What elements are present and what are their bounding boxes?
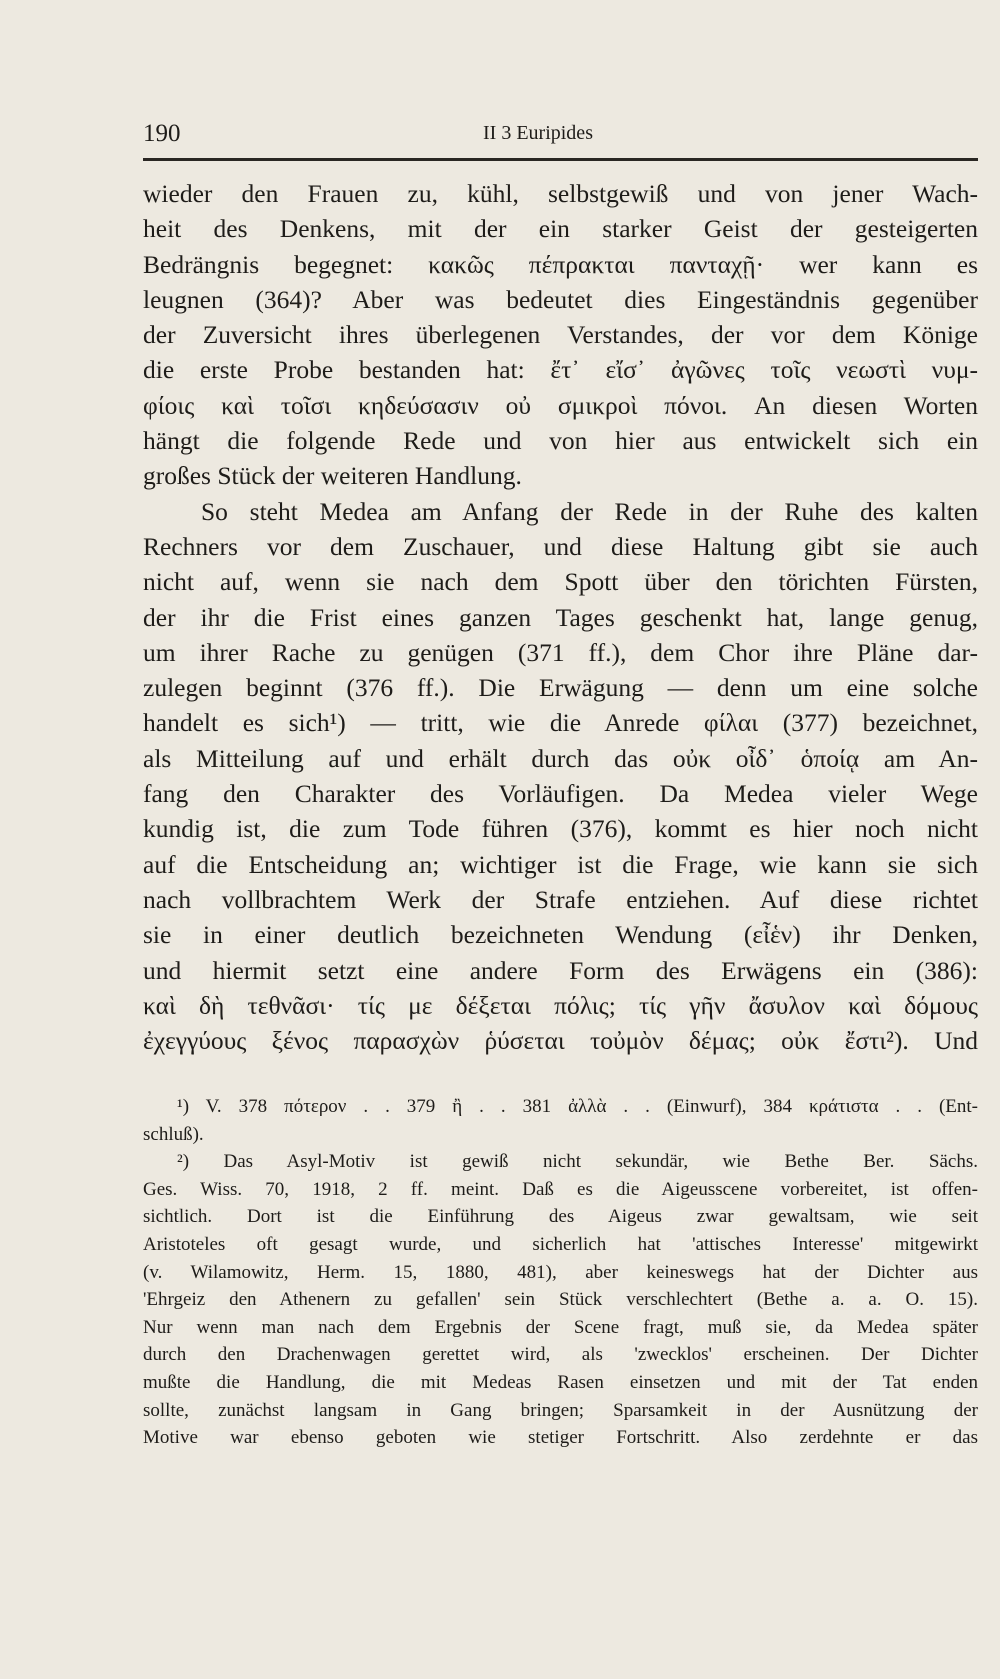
text-line: καὶ δὴ τεθνᾶσι· τίς με δέξεται πόλις; τίς γῆν ἄσυλον καὶ δόμους [143, 990, 978, 1020]
footnote-line: Motive war ebenso geboten wie stetiger Fortschritt. Also zerdehnte er das [143, 1427, 978, 1449]
text-line: heit des Denkens, mit der ein starker Geist der gesteigerten [143, 214, 978, 244]
text-line: ἐχεγγύους ξένος παρασχὼν ῥύσεται τοὐμὸν δέμας; οὐκ ἔστι²). Und [143, 1026, 978, 1056]
text-line: leugnen (364)? Aber was bedeutet dies Eingeständnis gegenüber [143, 284, 978, 314]
text-line: Bedrängnis begegnet: κακῶς πέπρακται πανταχῇ· wer kann es [143, 249, 978, 279]
text-line: nach vollbrachtem Werk der Strafe entziehen. Auf diese richtet [143, 884, 978, 914]
text-line: der ihr die Frist eines ganzen Tages geschenkt hat, lange genug, [143, 602, 978, 632]
footnote-line: sollte, zunächst langsam in Gang bringen; Sparsamkeit in der Ausnützung der [143, 1399, 978, 1421]
text-line: fang den Charakter des Vorläufigen. Da Medea vieler Wege [143, 779, 978, 809]
footnote-line: durch den Drachenwagen gerettet wird, als 'zwecklos' erscheinen. Der Dichter [143, 1344, 978, 1366]
text-line: um ihrer Rache zu genügen (371 ff.), dem Chor ihre Pläne dar- [143, 637, 978, 667]
footnote-line: (v. Wilamowitz, Herm. 15, 1880, 481), aber keineswegs hat der Dichter aus [143, 1261, 978, 1283]
footnote-line: 'Ehrgeiz den Athenern zu gefallen' sein Stück verschlechtert (Bethe a. a. O. 15). [143, 1289, 978, 1311]
footnote-line: ²) Das Asyl-Motiv ist gewiß nicht sekundär, wie Bethe Ber. Sächs. [177, 1151, 978, 1173]
footnote-line: sichtlich. Dort ist die Einführung des Aigeus zwar gewaltsam, wie seit [143, 1206, 978, 1228]
text-line: der Zuversicht ihres überlegenen Verstandes, der vor dem Könige [143, 320, 978, 350]
text-line: So steht Medea am Anfang der Rede in der Ruhe des kalten [201, 496, 978, 526]
text-line: wieder den Frauen zu, kühl, selbstgewiß und von jener Wach- [143, 179, 978, 208]
text-line: kundig ist, die zum Tode führen (376), kommt es hier noch nicht [143, 814, 978, 844]
text-line: auf die Entscheidung an; wichtiger ist die Frage, wie kann sie sich [143, 849, 978, 879]
footnote-line: schluß). [143, 1123, 204, 1145]
footnote-line: Aristoteles oft gesagt wurde, und sicherlich hat 'attisches Interesse' mitgewirkt [143, 1233, 978, 1255]
text-line: zulegen beginnt (376 ff.). Die Erwägung — denn um eine solche [143, 673, 978, 703]
main-text [143, 176, 978, 1058]
footnote-line: ¹) V. 378 πότερον . . 379 ἢ . . 381 ἀλλὰ . . (Einwurf), 384 κράτιστα . . (Ent- [177, 1096, 978, 1117]
text-line: nicht auf, wenn sie nach dem Spott über den törichten Fürsten, [143, 567, 978, 597]
text-line: sie in einer deutlich bezeichneten Wendung (εἶἑν) ihr Denken, [143, 920, 978, 950]
footnote-line: Nur wenn man nach dem Ergebnis der Scene fragt, muß sie, da Medea später [143, 1316, 978, 1338]
page-number: 190 [143, 120, 181, 147]
footnotes [143, 1093, 978, 1452]
text-line: als Mitteilung auf und erhält durch das οὐκ οἶδ᾽ ὁποίᾳ am An- [143, 743, 978, 773]
header-rule [143, 158, 978, 161]
footnote-line: mußte die Handlung, die mit Medeas Rasen einsetzen und mit der Tat enden [143, 1371, 978, 1393]
footnote-line: Ges. Wiss. 70, 1918, 2 ff. meint. Daß es die Aigeusscene vorbereitet, ist offen- [143, 1178, 978, 1200]
text-line: φίοις καὶ τοῖσι κηδεύσασιν οὐ σμικροὶ πόνοι. An diesen Worten [143, 390, 978, 420]
text-line: und hiermit setzt eine andere Form des Erwägens ein (386): [143, 955, 978, 985]
text-line: die erste Probe bestanden hat: ἔτ᾽ εἴσ᾽ ἀγῶνες τοῖς νεωστὶ νυμ- [143, 355, 978, 385]
text-line: hängt die folgende Rede und von hier aus entwickelt sich ein [143, 426, 978, 456]
running-title: II 3 Euripides [483, 122, 593, 144]
text-line: handelt es sich¹) — tritt, wie die Anrede φίλαι (377) bezeichnet, [143, 708, 978, 738]
text-line: Rechners vor dem Zuschauer, und diese Haltung gibt sie auch [143, 531, 978, 561]
page-header [143, 112, 978, 152]
text-line: großes Stück der weiteren Handlung. [143, 461, 522, 491]
